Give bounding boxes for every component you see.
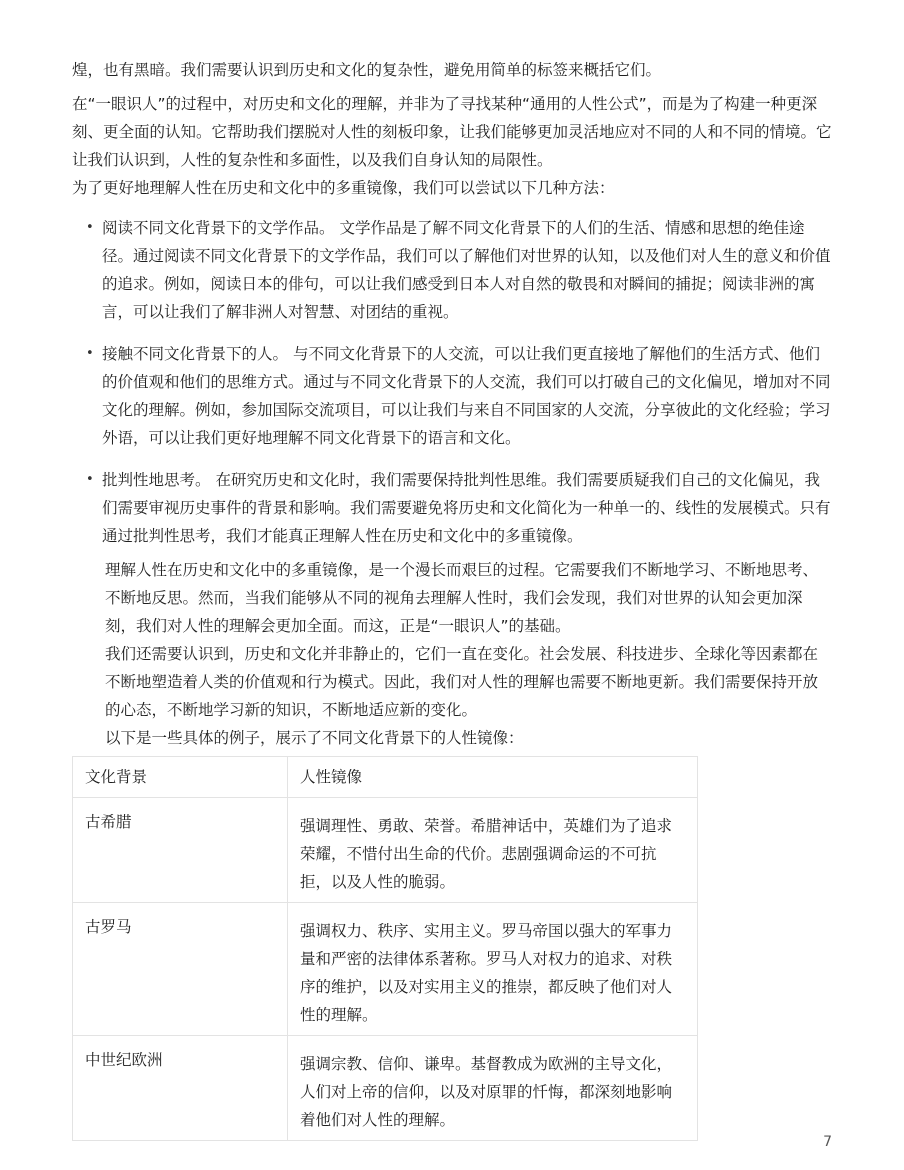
table-cell-mirror: 强调理性、勇敢、荣誉。希腊神话中，英雄们为了追求荣耀，不惜付出生命的代价。悲剧强调命运的不可抗拒，以及人性的脆弱。	[288, 798, 698, 903]
list-item-title: 批判性地思考。	[102, 471, 211, 489]
bullet-icon: •	[86, 346, 94, 361]
method-list	[72, 214, 832, 550]
page-content	[72, 56, 832, 1141]
indented-section	[72, 556, 832, 752]
table-header-mirror: 人性镜像	[288, 757, 698, 798]
paragraph-2: 在“一眼识人”的过程中，对历史和文化的理解，并非为了寻找某种“通用的人性公式”，而是为了构建一种更深刻、更全面的认知。它帮助我们摆脱对人性的刻板印象，让我们能够更加灵活地应对不同的人和不同的情境。它让我们认识到，人性的复杂性和多面性，以及我们自身认知的局限性。	[72, 95, 832, 169]
paragraph-3: 为了更好地理解人性在历史和文化中的多重镜像，我们可以尝试以下几种方法：	[72, 179, 615, 197]
table-cell-culture: 中世纪欧洲	[73, 1036, 288, 1141]
list-item	[72, 466, 832, 550]
bullet-icon: •	[86, 220, 94, 235]
paragraph-5: 我们还需要认识到，历史和文化并非静止的，它们一直在变化。社会发展、科技进步、全球化等因素都在不断地塑造着人类的价值观和行为模式。因此，我们对人性的理解也需要不断地更新。我们需要保持开放的心态，不断地学习新的知识，不断地适应新的变化。	[105, 645, 819, 719]
table-cell-culture: 古罗马	[73, 903, 288, 1036]
table-header-culture: 文化背景	[73, 757, 288, 798]
table-cell-mirror: 强调宗教、信仰、谦卑。基督教成为欧洲的主导文化，人们对上帝的信仰，以及对原罪的忏悔，都深刻地影响着他们对人性的理解。	[288, 1036, 698, 1141]
list-item-title: 阅读不同文化背景下的文学作品。	[102, 219, 335, 237]
paragraph-4: 理解人性在历史和文化中的多重镜像，是一个漫长而艰巨的过程。它需要我们不断地学习、不断地思考、不断地反思。然而，当我们能够从不同的视角去理解人性时，我们会发现，我们对世界的认知会更加深刻，我们对人性的理解会更加全面。而这，正是“一眼识人”的基础。	[105, 561, 819, 635]
table-row	[73, 1036, 698, 1141]
list-item-body: 文学作品是了解不同文化背景下的人们的生活、情感和思想的绝佳途径。通过阅读不同文化背景下的文学作品，我们可以了解他们对世界的认知，以及他们对人生的意义和价值的追求。例如，阅读日本的俳句，可以让我们感受到日本人对自然的敬畏和对瞬间的捕捉；阅读非洲的寓言，可以让我们了解非洲人对智慧、对团结的重视。	[102, 219, 831, 321]
culture-table	[72, 756, 698, 1141]
list-item-title: 接触不同文化背景下的人。	[102, 345, 289, 363]
table-cell-culture: 古希腊	[73, 798, 288, 903]
paragraph-1: 煌，也有黑暗。我们需要认识到历史和文化的复杂性，避免用简单的标签来概括它们。	[72, 61, 662, 79]
bullet-icon: •	[86, 472, 94, 487]
paragraph-6: 以下是一些具体的例子，展示了不同文化背景下的人性镜像：	[105, 729, 524, 747]
list-item	[72, 214, 832, 326]
page-number: 7	[823, 1134, 832, 1150]
list-item-body: 与不同文化背景下的人交流，可以让我们更直接地了解他们的生活方式、他们的价值观和他们的思维方式。通过与不同文化背景下的人交流，我们可以打破自己的文化偏见，增加对不同文化的理解。例如，参加国际交流项目，可以让我们与来自不同国家的人交流，分享彼此的文化经验；学习外语，可以让我们更好地理解不同文化背景下的语言和文化。	[102, 345, 831, 447]
list-item-body: 在研究历史和文化时，我们需要保持批判性思维。我们需要质疑我们自己的文化偏见，我们需要审视历史事件的背景和影响。我们需要避免将历史和文化简化为一种单一的、线性的发展模式。只有通过批判性思考，我们才能真正理解人性在历史和文化中的多重镜像。	[102, 471, 831, 545]
table-row	[73, 903, 698, 1036]
list-item	[72, 340, 832, 452]
table-header-row	[73, 757, 698, 798]
table-row	[73, 798, 698, 903]
table-cell-mirror: 强调权力、秩序、实用主义。罗马帝国以强大的军事力量和严密的法律体系著称。罗马人对权力的追求、对秩序的维护，以及对实用主义的推崇，都反映了他们对人性的理解。	[288, 903, 698, 1036]
